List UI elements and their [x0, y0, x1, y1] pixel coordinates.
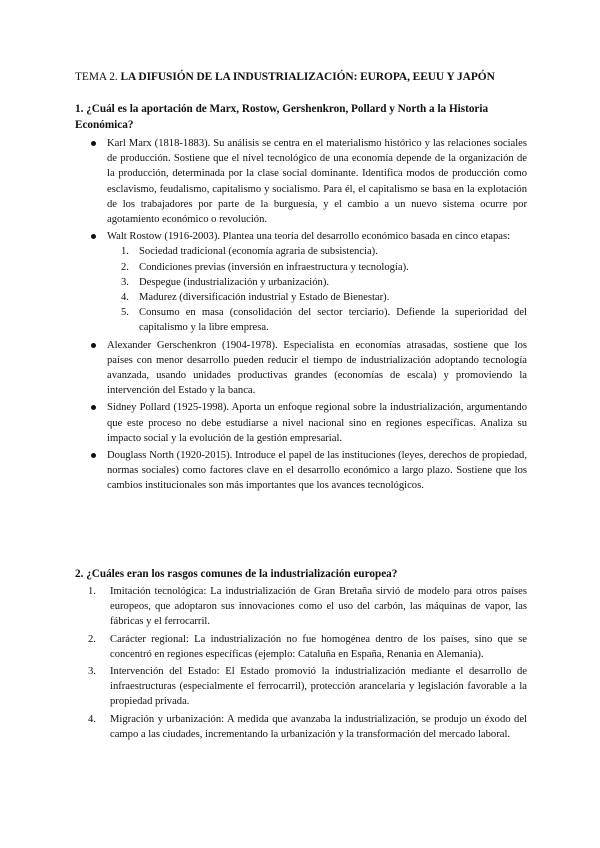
stage-number: 3. — [121, 276, 129, 288]
list-item — [88, 712, 527, 742]
item-number: 2. — [88, 633, 96, 645]
stage-item — [121, 275, 527, 290]
list-item-north — [85, 448, 527, 494]
stage-number: 5. — [121, 307, 129, 319]
item-text: Carácter regional: La industrialización no fue homogénea dentro de los países, sino que se concentró en regiones específicas (ejemplo: Cataluña en España, Renania en Alemania). — [110, 633, 527, 660]
item-text: Imitación tecnológica: La industrialización de Gran Bretaña sirvió de modelo para otros países europeos, que adoptaron sus innovaciones como el uso del carbón, las máquinas de vapor, las fábricas y el ferrocarril. — [110, 586, 527, 628]
rostow-stages — [121, 244, 527, 335]
stage-item — [121, 305, 527, 335]
section-2-list — [88, 584, 527, 744]
stage-item — [121, 290, 527, 305]
pollard-text: Sidney Pollard (1925-1998). Aporta un enfoque regional sobre la industrialización, argumentando que este proceso no debe estudiarse a nivel nacional sino en regiones específicas. Analiza su impacto social y la evolución de la gestión empresarial. — [107, 402, 527, 444]
title-prefix: TEMA 2. — [75, 71, 118, 83]
marx-text: Karl Marx (1818-1883). Su análisis se centra en el materialismo histórico y las relaciones sociales de producción. Sostiene que el nivel tecnológico de una economía depende de la organización de la producción, determinada por la clase social dominante. Identifica modos de producción como esclavismo, feudalismo, capitalismo y socialismo. Para él, el capitalismo se basa en la explotación de los trabajadores por parte de la burguesía, y el cambio a un nuevo sistema ocurre por agotamiento económico o revolución. — [107, 138, 527, 226]
document-title — [75, 70, 545, 85]
list-item — [88, 664, 527, 710]
title-main: LA DIFUSIÓN DE LA INDUSTRIALIZACIÓN: EUROPA, EEUU Y JAPÓN — [120, 71, 495, 83]
section-2-heading: 2. ¿Cuáles eran los rasgos comunes de la industrialización europea? — [75, 568, 398, 580]
list-item-marx — [85, 136, 527, 227]
stage-text: Consumo en masa (consolidación del sector terciario). Defiende la superioridad del capitalismo y la libre empresa. — [139, 307, 527, 334]
list-item-gerschenkron — [85, 338, 527, 399]
stage-number: 4. — [121, 292, 129, 304]
list-item-pollard — [85, 400, 527, 446]
list-item — [88, 632, 527, 662]
list-item — [88, 584, 527, 630]
section-1-list — [85, 136, 527, 496]
item-number: 3. — [88, 666, 96, 678]
item-text: Intervención del Estado: El Estado promovió la industrialización mediante el desarrollo de infraestructuras (especialmente el ferrocarril), protección arancelaria y legislación favorable a la propiedad privada. — [110, 666, 527, 708]
list-item-rostow — [85, 229, 527, 335]
north-text: Douglass North (1920-2015). Introduce el papel de las instituciones (leyes, derechos de propiedad, normas sociales) como factores clave en el desarrollo económico a largo plazo. Sostiene que los cambios institucionales son más importantes que los avances tecnológicos. — [107, 450, 527, 492]
stage-text: Sociedad tradicional (economía agraria de subsistencia). — [139, 246, 378, 258]
stage-text: Madurez (diversificación industrial y Estado de Bienestar). — [139, 292, 390, 304]
item-number: 1. — [88, 586, 96, 597]
section-1-heading: 1. ¿Cuál es la aportación de Marx, Rostow, Gershenkron, Pollard y North a la Historia Económica? — [75, 103, 489, 131]
stage-number: 1. — [121, 246, 129, 258]
item-number: 4. — [88, 713, 96, 725]
gerschenkron-text: Alexander Gerschenkron (1904-1978). Especialista en economías atrasadas, sostiene que los países con menor desarrollo pueden reducir el tiempo de industrialización adoptando tecnología avanzada, usando unidades productivas grandes (economías de escala) y promoviendo la intervención del Estado y la banca. — [107, 339, 527, 397]
stage-item — [121, 260, 527, 275]
stage-item — [121, 244, 527, 259]
stage-text: Condiciones previas (inversión en infraestructura y tecnología). — [139, 261, 409, 273]
stage-text: Despegue (industrialización y urbanización). — [139, 276, 330, 288]
stage-number: 2. — [121, 261, 129, 273]
item-text: Migración y urbanización: A medida que avanzaba la industrialización, se produjo un éxodo del campo a las ciudades, incrementando la urbanización y la transformación del mercado laboral. — [110, 713, 527, 740]
rostow-text: Walt Rostow (1916-2003). Plantea una teoría del desarrollo económico basada en cinco etapas: — [107, 231, 511, 243]
